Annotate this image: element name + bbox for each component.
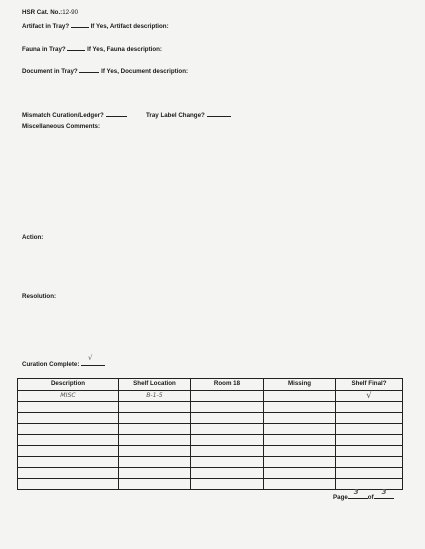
table-cell[interactable] [191,402,264,413]
table-cell[interactable] [191,424,264,435]
table-cell[interactable] [191,479,264,490]
col-shelf-final: Shelf Final? [336,379,403,391]
table-cell[interactable] [119,457,191,468]
col-room-18: Room 18 [191,379,264,391]
col-description: Description [18,379,119,391]
table-header-row [18,379,403,391]
table-cell[interactable] [336,479,403,490]
col-shelf-location: Shelf Location [119,379,191,391]
artifact-row [22,21,169,30]
document-row [22,66,188,75]
table-cell[interactable] [264,468,336,479]
resolution-label: Resolution: [22,293,57,300]
table-cell[interactable] [18,446,119,457]
table-cell[interactable] [264,402,336,413]
table-cell[interactable] [191,446,264,457]
artifact-blank[interactable] [71,21,89,28]
table-row [18,457,403,468]
table-cell[interactable] [336,435,403,446]
table-row [18,424,403,435]
document-label: Document in Tray? [22,68,78,75]
table-row [18,446,403,457]
curation-complete-label: Curation Complete: [22,361,80,368]
table-cell[interactable] [264,413,336,424]
curation-complete-blank[interactable] [81,359,105,366]
table-cell[interactable] [119,435,191,446]
tray-label-change-blank[interactable] [207,110,231,117]
table-cell[interactable] [264,446,336,457]
table-cell[interactable] [18,457,119,468]
table-cell[interactable] [336,402,403,413]
page-number [333,488,394,501]
table-cell[interactable] [119,479,191,490]
table-cell[interactable] [18,402,119,413]
action-label: Action: [22,234,44,241]
table-cell[interactable] [119,424,191,435]
catalog-number-label: HSR Cat. No.: [22,9,63,16]
fauna-blank[interactable] [67,44,85,51]
table-cell[interactable] [264,424,336,435]
table-cell[interactable] [336,446,403,457]
inventory-table [17,378,403,490]
curation-complete-checkmark: √ [88,354,93,362]
table-cell[interactable]: B-1-5 [119,391,191,402]
table-row [18,413,403,424]
table-cell[interactable] [264,457,336,468]
curation-complete-row [22,359,105,368]
fauna-row [22,44,162,53]
table-cell[interactable] [264,479,336,490]
table-cell[interactable] [18,424,119,435]
table-cell[interactable] [119,468,191,479]
table-row [18,468,403,479]
table-row [18,479,403,490]
table-cell[interactable] [336,457,403,468]
tray-label-change-label: Tray Label Change? [146,112,205,119]
col-missing: Missing [264,379,336,391]
catalog-number [22,10,78,16]
table-cell[interactable] [264,435,336,446]
of-blank[interactable] [374,488,394,499]
table-cell[interactable]: MISC [18,391,119,402]
table-cell[interactable] [119,446,191,457]
fauna-desc-label: If Yes, Fauna description: [87,46,162,53]
table-row [18,391,403,402]
mismatch-row [22,110,127,119]
table-cell[interactable] [336,468,403,479]
table-row [18,402,403,413]
of-label: of [367,494,374,501]
artifact-label: Artifact in Tray? [22,23,70,30]
mismatch-label: Mismatch Curation/Ledger? [22,112,104,119]
table-cell[interactable] [336,424,403,435]
page-blank[interactable] [348,488,368,499]
tray-label-change-row [146,110,231,119]
table-cell[interactable] [191,391,264,402]
fauna-label: Fauna in Tray? [22,46,66,53]
misc-comments-label: Miscellaneous Comments: [22,123,101,130]
table-cell[interactable] [191,435,264,446]
table-cell[interactable] [18,468,119,479]
table-cell[interactable] [18,413,119,424]
table-cell[interactable] [264,391,336,402]
table-row [18,435,403,446]
table-cell[interactable] [191,413,264,424]
table-cell[interactable] [191,468,264,479]
table-cell[interactable]: √ [336,391,403,402]
page-label: Page [333,494,348,501]
table-cell[interactable] [18,435,119,446]
table-cell[interactable] [119,413,191,424]
page-value: 3 [353,488,359,496]
document-blank[interactable] [79,66,99,73]
table-cell[interactable] [191,457,264,468]
catalog-number-value: 12-90 [62,9,79,16]
table-cell[interactable] [336,413,403,424]
table-cell[interactable] [18,479,119,490]
of-value: 3 [381,488,387,496]
artifact-desc-label: If Yes, Artifact description: [90,23,169,30]
mismatch-blank[interactable] [106,110,127,117]
table-cell[interactable] [119,402,191,413]
document-desc-label: If Yes, Document description: [101,68,189,75]
